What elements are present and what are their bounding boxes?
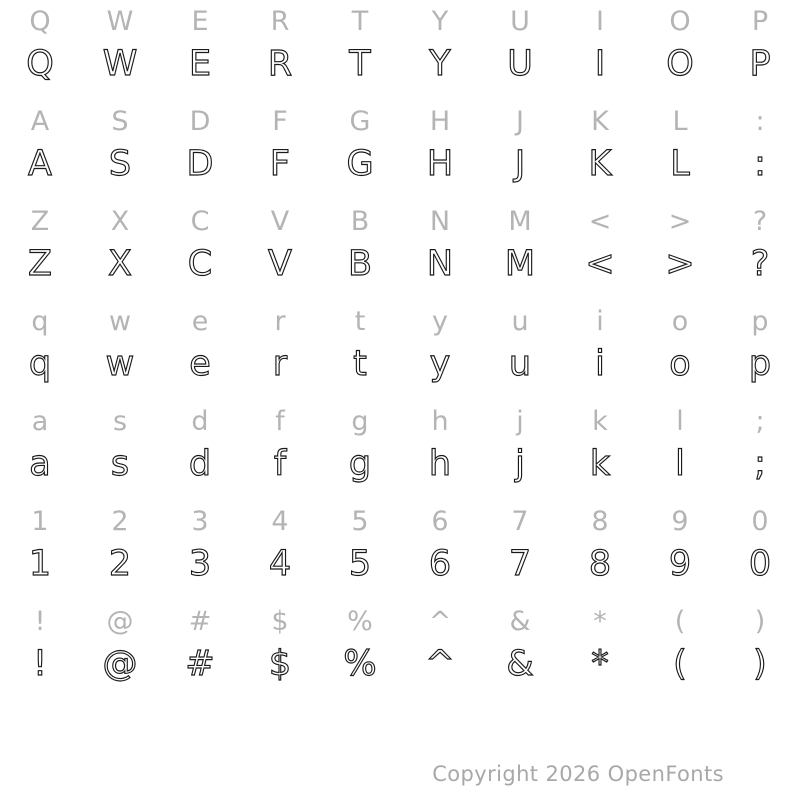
copyright-text: Copyright 2026 OpenFonts (432, 762, 724, 786)
reference-glyph: V (270, 206, 290, 237)
reference-glyph: Y (431, 6, 449, 37)
preview-glyph: E (188, 44, 212, 84)
glyph-row-pair (0, 500, 800, 600)
preview-glyph: j (515, 444, 525, 484)
reference-glyph: Q (29, 6, 51, 37)
reference-glyph: h (431, 406, 449, 437)
preview-glyph: F (269, 144, 291, 184)
preview-glyph: 1 (28, 544, 52, 584)
reference-glyph-row (0, 300, 800, 344)
reference-glyph: B (350, 206, 370, 237)
preview-glyph: U (507, 44, 533, 84)
glyph-row-pair (0, 400, 800, 500)
reference-glyph: 8 (591, 506, 609, 537)
preview-glyph: l (675, 444, 685, 484)
reference-glyph: 7 (511, 506, 529, 537)
preview-glyph: q (28, 344, 52, 384)
preview-glyph: a (29, 444, 51, 484)
reference-glyph: 5 (351, 506, 369, 537)
reference-glyph: t (354, 306, 366, 337)
reference-glyph: H (429, 106, 451, 137)
reference-glyph: j (516, 406, 524, 437)
preview-glyph: ( (673, 644, 687, 684)
preview-glyph: * (591, 644, 609, 684)
preview-glyph: s (110, 444, 130, 484)
reference-glyph-row (0, 400, 800, 444)
reference-glyph: G (349, 106, 371, 137)
preview-glyph: o (669, 344, 691, 384)
reference-glyph: 6 (431, 506, 449, 537)
reference-glyph: 4 (271, 506, 289, 537)
preview-glyph: 6 (428, 544, 452, 584)
preview-glyph: Q (26, 44, 54, 84)
reference-glyph: i (596, 306, 604, 337)
preview-glyph-row (0, 144, 800, 200)
preview-glyph: ) (753, 644, 767, 684)
preview-glyph: Z (28, 244, 52, 284)
reference-glyph: F (272, 106, 288, 137)
preview-glyph-row (0, 344, 800, 400)
preview-glyph: % (343, 644, 377, 684)
reference-glyph: @ (106, 606, 134, 637)
preview-glyph: 8 (588, 544, 612, 584)
reference-glyph: D (189, 106, 211, 137)
reference-glyph: ) (754, 606, 766, 637)
reference-glyph: Z (30, 206, 50, 237)
preview-glyph: ^ (425, 644, 455, 684)
reference-glyph: M (508, 206, 532, 237)
reference-glyph: X (110, 206, 130, 237)
glyph-row-pair (0, 300, 800, 400)
reference-glyph: N (429, 206, 451, 237)
reference-glyph: p (751, 306, 769, 337)
preview-glyph: 9 (668, 544, 692, 584)
reference-glyph: % (347, 606, 373, 637)
preview-glyph: f (273, 444, 287, 484)
preview-glyph: M (504, 244, 536, 284)
preview-glyph: < (585, 244, 615, 284)
preview-glyph: H (426, 144, 454, 184)
preview-glyph: J (514, 144, 526, 184)
reference-glyph: 3 (191, 506, 209, 537)
preview-glyph: V (268, 244, 292, 284)
preview-glyph: # (185, 644, 215, 684)
preview-glyph: A (28, 144, 52, 184)
reference-glyph: W (106, 6, 134, 37)
reference-glyph: 9 (671, 506, 689, 537)
reference-glyph: d (191, 406, 209, 437)
preview-glyph: O (666, 44, 694, 84)
reference-glyph-row (0, 500, 800, 544)
reference-glyph: E (191, 6, 209, 37)
preview-glyph: $ (268, 644, 292, 684)
reference-glyph: g (351, 406, 369, 437)
reference-glyph: : (755, 106, 765, 137)
glyph-row-pair (0, 0, 800, 100)
preview-glyph: G (346, 144, 374, 184)
reference-glyph: 0 (751, 506, 769, 537)
preview-glyph: 2 (108, 544, 132, 584)
reference-glyph: T (351, 6, 369, 37)
preview-glyph: e (189, 344, 211, 384)
reference-glyph: K (591, 106, 609, 137)
reference-glyph-row (0, 200, 800, 244)
reference-glyph: a (31, 406, 49, 437)
preview-glyph: 3 (188, 544, 212, 584)
reference-glyph: J (516, 106, 524, 137)
preview-glyph: L (670, 144, 690, 184)
reference-glyph-row (0, 600, 800, 644)
reference-glyph: s (112, 406, 128, 437)
preview-glyph-row (0, 544, 800, 600)
reference-glyph: l (676, 406, 684, 437)
preview-glyph: & (506, 644, 534, 684)
preview-glyph: d (188, 444, 212, 484)
reference-glyph-row (0, 0, 800, 44)
preview-glyph: K (588, 144, 612, 184)
preview-glyph: u (508, 344, 532, 384)
preview-glyph: @ (102, 644, 138, 684)
reference-glyph: * (593, 606, 607, 637)
reference-glyph: ? (752, 206, 768, 237)
preview-glyph: p (748, 344, 772, 384)
glyph-row-pair (0, 600, 800, 700)
reference-glyph: C (190, 206, 210, 237)
reference-glyph-row (0, 100, 800, 144)
reference-glyph: S (111, 106, 129, 137)
reference-glyph: O (669, 6, 691, 37)
reference-glyph: & (509, 606, 531, 637)
preview-glyph: I (594, 44, 606, 84)
preview-glyph: S (108, 144, 132, 184)
preview-glyph: 0 (748, 544, 772, 584)
preview-glyph: D (186, 144, 214, 184)
reference-glyph: q (31, 306, 49, 337)
preview-glyph: ? (750, 244, 770, 284)
reference-glyph: A (30, 106, 50, 137)
preview-glyph: r (272, 344, 288, 384)
glyph-row-pair (0, 100, 800, 200)
preview-glyph: 5 (348, 544, 372, 584)
preview-glyph: : (754, 144, 766, 184)
reference-glyph: R (270, 6, 290, 37)
preview-glyph: C (187, 244, 213, 284)
reference-glyph: 2 (111, 506, 129, 537)
preview-glyph: Y (429, 44, 451, 84)
reference-glyph: 1 (31, 506, 49, 537)
reference-glyph: w (108, 306, 132, 337)
preview-glyph: ! (32, 644, 48, 684)
preview-glyph: 4 (268, 544, 292, 584)
reference-glyph: ! (34, 606, 46, 637)
preview-glyph: ; (754, 444, 766, 484)
preview-glyph: B (347, 244, 372, 284)
reference-glyph: $ (271, 606, 289, 637)
preview-glyph: R (267, 44, 293, 84)
reference-glyph: e (191, 306, 209, 337)
glyph-row-pair (0, 200, 800, 300)
reference-glyph: > (668, 206, 692, 237)
preview-glyph: w (105, 344, 135, 384)
reference-glyph: L (672, 106, 688, 137)
preview-glyph: i (595, 344, 605, 384)
reference-glyph: ^ (428, 606, 452, 637)
preview-glyph: P (749, 44, 771, 84)
preview-glyph: h (428, 444, 452, 484)
preview-glyph: T (349, 44, 371, 84)
preview-glyph: g (348, 444, 372, 484)
reference-glyph: u (511, 306, 529, 337)
reference-glyph: I (596, 6, 604, 37)
reference-glyph: P (751, 6, 769, 37)
preview-glyph: y (429, 344, 451, 384)
reference-glyph: y (432, 306, 448, 337)
preview-glyph: > (665, 244, 695, 284)
reference-glyph: U (510, 6, 530, 37)
preview-glyph: 7 (508, 544, 532, 584)
reference-glyph: o (671, 306, 689, 337)
preview-glyph-row (0, 644, 800, 700)
preview-glyph: W (102, 44, 138, 84)
preview-glyph: t (353, 344, 367, 384)
preview-glyph-row (0, 244, 800, 300)
preview-glyph: X (108, 244, 132, 284)
preview-glyph: k (589, 444, 611, 484)
reference-glyph: f (275, 406, 285, 437)
reference-glyph: ; (755, 406, 765, 437)
reference-glyph: ( (674, 606, 686, 637)
reference-glyph: < (588, 206, 612, 237)
preview-glyph-row (0, 44, 800, 100)
reference-glyph: k (592, 406, 608, 437)
preview-glyph: N (426, 244, 454, 284)
preview-glyph-row (0, 444, 800, 500)
reference-glyph: r (274, 306, 286, 337)
reference-glyph: # (188, 606, 212, 637)
